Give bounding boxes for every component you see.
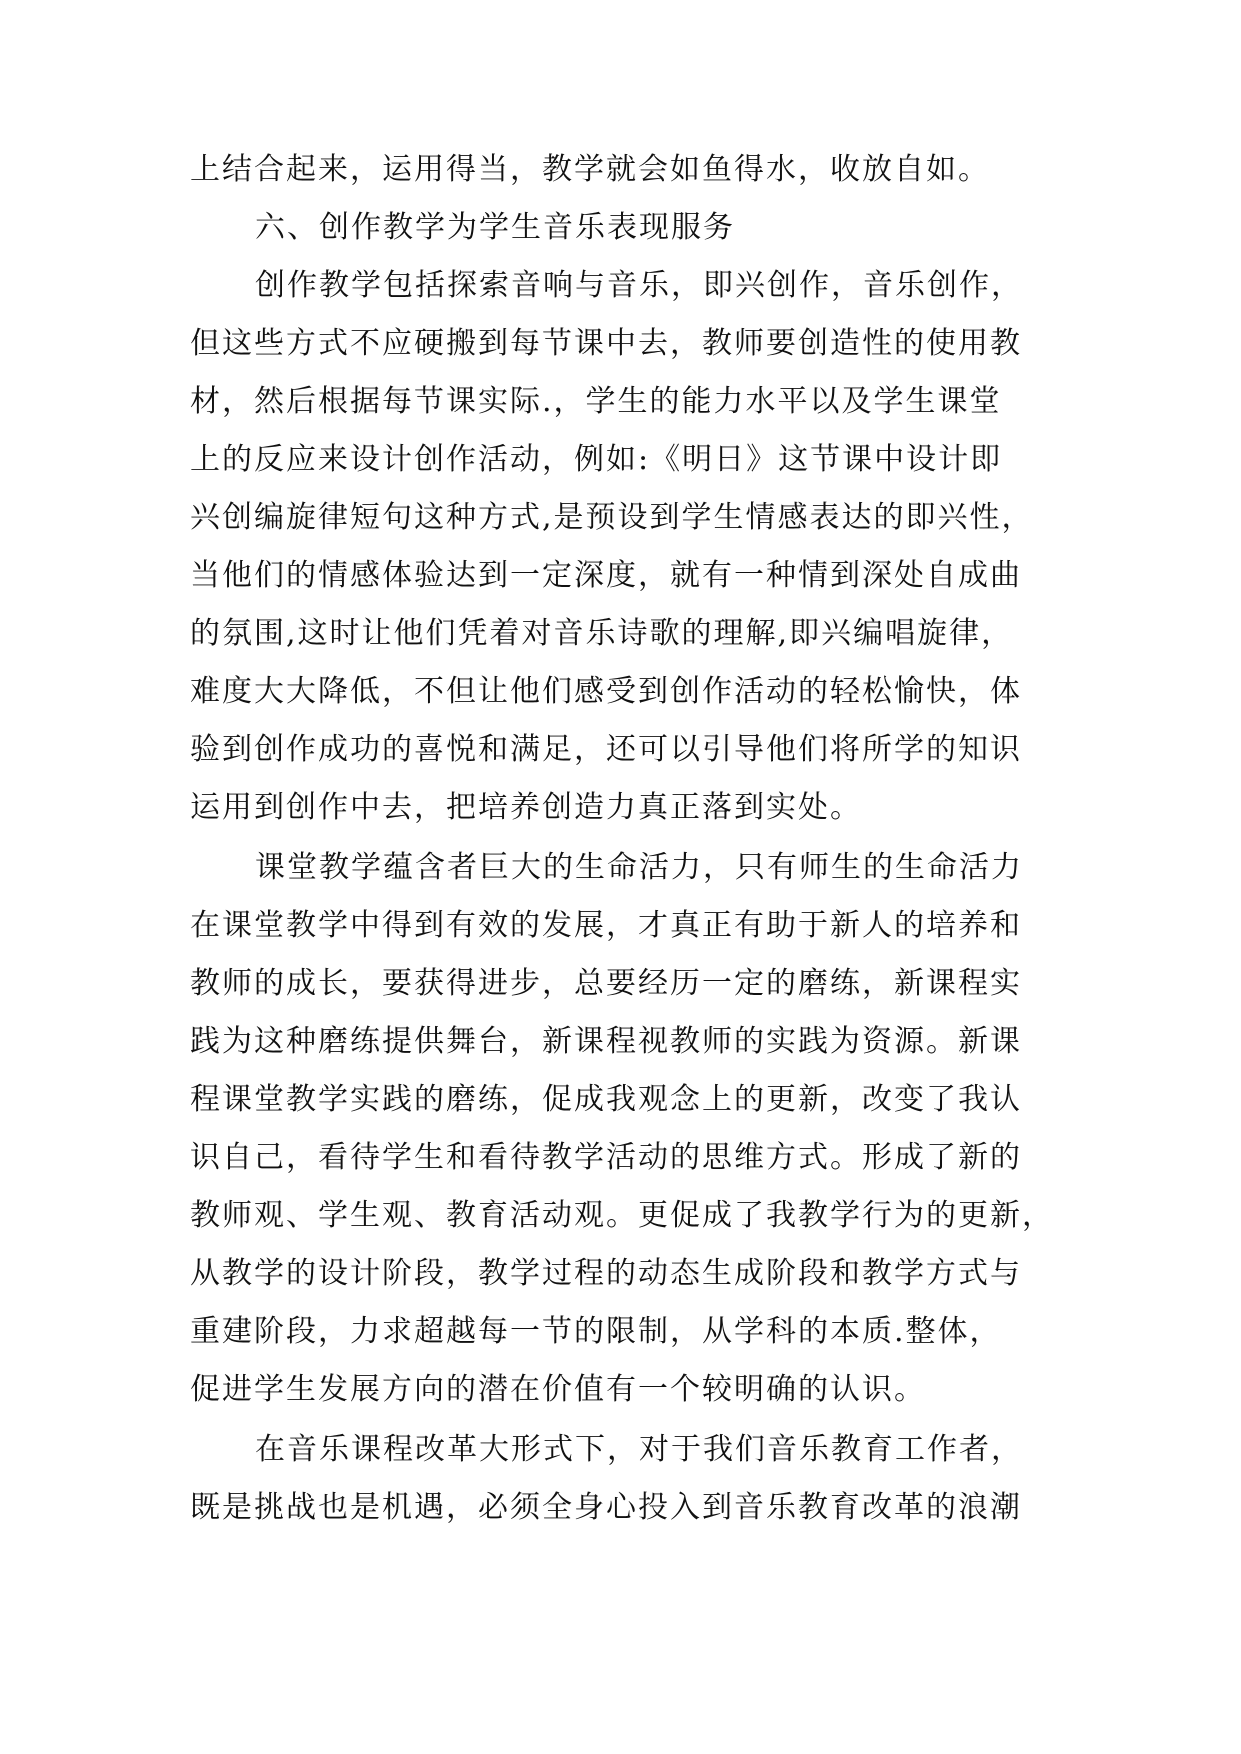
text-line: 课堂教学蕴含者巨大的生命活力，只有师生的生命活力 [255,850,1023,885]
text-line: 当他们的情感体验达到一定深度，就有一种情到深处自成曲 [190,558,1022,593]
text-line: 上结合起来，运用得当，教学就会如鱼得水，收放自如。 [190,152,990,187]
section-heading: 六、创作教学为学生音乐表现服务 [255,210,735,245]
text-line: 践为这种磨练提供舞台，新课程视教师的实践为资源。新课 [190,1024,1022,1059]
text-line: 创作教学包括探索音响与音乐，即兴创作，音乐创作， [255,268,1023,303]
text-line: 在课堂教学中得到有效的发展，才真正有助于新人的培养和 [190,908,1022,943]
text-line: 验到创作成功的喜悦和满足，还可以引导他们将所学的知识 [190,732,1022,767]
text-line: 兴创编旋律短句这种方式,是预设到学生情感表达的即兴性， [190,500,1034,535]
text-line: 程课堂教学实践的磨练，促成我观念上的更新，改变了我认 [190,1082,1022,1117]
text-line: 但这些方式不应硬搬到每节课中去，教师要创造性的使用教 [190,326,1022,361]
text-line: 运用到创作中去，把培养创造力真正落到实处。 [190,790,862,825]
text-line: 材，然后根据每节课实际.，学生的能力水平以及学生课堂 [190,384,1002,419]
text-line: 教师观、学生观、教育活动观。更促成了我教学行为的更新， [190,1198,1054,1233]
text-line: 在音乐课程改革大形式下，对于我们音乐教育工作者， [255,1432,1023,1467]
text-line: 促进学生发展方向的潜在价值有一个较明确的认识。 [190,1372,926,1407]
text-line: 重建阶段，力求超越每一节的限制，从学科的本质.整体， [190,1314,1002,1349]
text-line: 上的反应来设计创作活动，例如:《明日》这节课中设计即 [190,442,1003,477]
text-line: 既是挑战也是机遇，必须全身心投入到音乐教育改革的浪潮 [190,1490,1022,1525]
text-line: 的氛围,这时让他们凭着对音乐诗歌的理解,即兴编唱旋律， [190,616,1014,651]
text-line: 从教学的设计阶段，教学过程的动态生成阶段和教学方式与 [190,1256,1022,1291]
text-line: 识自己，看待学生和看待教学活动的思维方式。形成了新的 [190,1140,1022,1175]
text-line: 难度大大降低，不但让他们感受到创作活动的轻松愉快，体 [190,674,1022,709]
text-line: 教师的成长，要获得进步，总要经历一定的磨练，新课程实 [190,966,1022,1001]
